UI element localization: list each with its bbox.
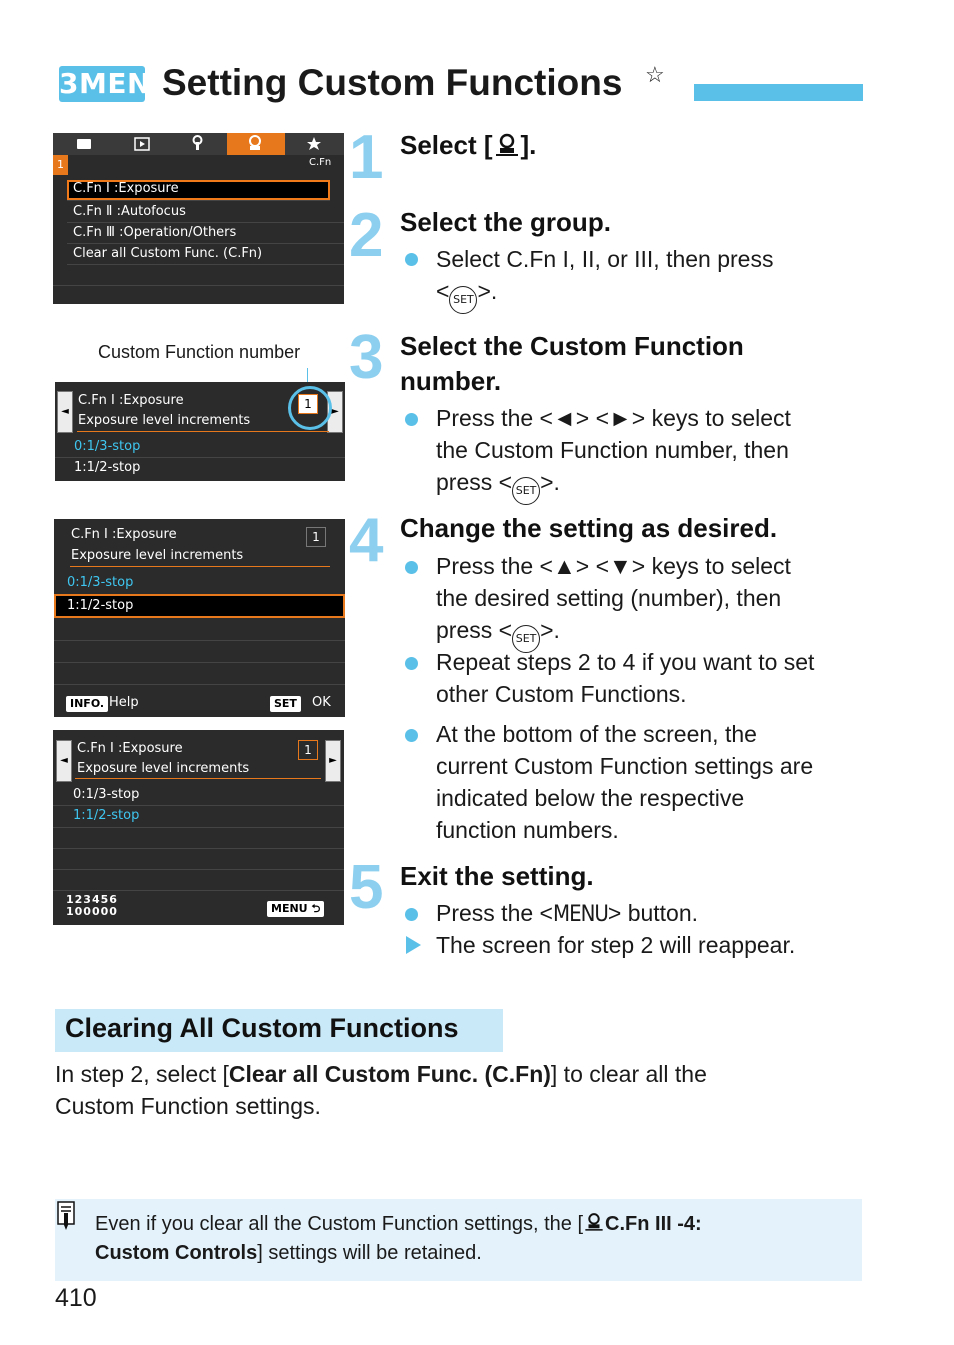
step-1-heading: Select [ ]. xyxy=(400,130,537,160)
screen-subtitle: Exposure level increments xyxy=(71,548,244,563)
set-button-icon: SET xyxy=(449,286,477,314)
bullet-icon xyxy=(405,253,418,266)
set-button-icon: SET xyxy=(512,625,540,653)
bullet-icon xyxy=(405,413,418,426)
cfn-corner-label: C.Fn xyxy=(309,157,332,168)
title-accent-bar xyxy=(694,84,863,101)
camera-screen-setting xyxy=(54,519,345,717)
camera-screen-menu xyxy=(53,133,344,304)
ok-label: OK xyxy=(312,695,331,710)
menu-item-clear-all[interactable]: Clear all Custom Func. (C.Fn) xyxy=(67,244,344,265)
option-1-selected[interactable]: 1:1/2-stop xyxy=(54,594,345,618)
step-3-bullet-line-3: press < SET >. xyxy=(436,466,560,505)
custom-icon xyxy=(250,136,260,146)
right-arrow-button[interactable]: ► xyxy=(327,391,343,433)
step-2-bullet-1-line-2: < SET >. xyxy=(436,275,497,314)
menu-item-exposure[interactable]: C.Fn Ⅰ :Exposure xyxy=(67,180,330,201)
step-4-bullet-3-line-2: current Custom Function settings are xyxy=(436,753,814,779)
step-5-bullet-line: Press the <MENU> button. xyxy=(436,900,699,927)
camera-screen-settings-overview xyxy=(53,730,344,925)
note-line-1: Even if you clear all the Custom Function settings, the [ C.Fn III -4: xyxy=(95,1213,702,1235)
step-number-1: 1 xyxy=(349,123,384,192)
step-4-bullet-1-line-3: press < SET >. xyxy=(436,614,560,653)
menu-back-button[interactable]: MENU ⮌ xyxy=(267,901,324,917)
step-4-bullet-2-line-1: Repeat steps 2 to 4 if you want to set xyxy=(436,649,815,675)
menu-button-label: MENU xyxy=(552,902,608,927)
function-values-row: 100000 xyxy=(66,905,118,918)
set-button-icon: SET xyxy=(512,477,540,505)
help-label: Help xyxy=(109,695,139,710)
section-heading: Clearing All Custom Functions xyxy=(65,1013,459,1043)
camera-screen-function-number xyxy=(55,382,345,481)
step-3-bullet-line-1: Press the <◄> <►> keys to select xyxy=(436,405,791,431)
section-heading-box xyxy=(55,1009,503,1052)
step-number-3: 3 xyxy=(349,323,384,392)
step-4-bullet-3-line-1: At the bottom of the screen, the xyxy=(436,721,757,747)
option-0[interactable]: 0:1/3-stop xyxy=(73,787,140,802)
set-button[interactable]: SET xyxy=(270,696,301,712)
custom-function-icon xyxy=(583,1211,605,1233)
custom-function-icon xyxy=(493,132,521,158)
step-4-bullet-1-line-2: the desired setting (number), then xyxy=(436,585,782,611)
camera-icon xyxy=(77,139,91,149)
screen-subtitle: Exposure level increments xyxy=(77,761,250,776)
page-title: Setting Custom Functions xyxy=(162,62,623,103)
bullet-icon xyxy=(405,729,418,742)
clearing-paragraph-line-2: Custom Function settings. xyxy=(55,1093,321,1119)
option-0[interactable]: 0:1/3-stop xyxy=(74,439,141,454)
function-numbers-row: 123456 xyxy=(66,893,118,906)
callout-label: Custom Function number xyxy=(98,342,301,362)
menu-tab-badge: 3MENU xyxy=(59,67,175,100)
step-3-heading-line-2: number. xyxy=(400,366,502,396)
function-number-box: 1 xyxy=(298,740,318,760)
star-icon xyxy=(307,137,321,150)
step-number-5: 5 xyxy=(349,853,384,922)
step-number-2: 2 xyxy=(349,201,384,270)
step-number-4: 4 xyxy=(349,506,384,575)
page-number: 410 xyxy=(55,1284,97,1312)
function-number-box: 1 xyxy=(306,527,326,547)
step-5-heading: Exit the setting. xyxy=(400,861,594,891)
bullet-icon xyxy=(405,908,418,921)
step-2-bullet-1-line-1: Select C.Fn I, II, or III, then press xyxy=(436,246,774,272)
menu-item-operation[interactable]: C.Fn Ⅲ :Operation/Others xyxy=(67,223,344,244)
function-number-box: 1 xyxy=(298,394,318,414)
result-arrow-icon xyxy=(406,936,421,954)
step-4-bullet-1-line-1: Press the <▲> <▼> keys to select xyxy=(436,553,791,579)
left-arrow-button[interactable]: ◄ xyxy=(57,391,73,433)
note-pencil-icon xyxy=(57,1201,75,1231)
screen-title: C.Fn Ⅰ :Exposure xyxy=(77,741,183,756)
bullet-icon xyxy=(405,561,418,574)
step-2-heading: Select the group. xyxy=(400,207,611,237)
option-0[interactable]: 0:1/3-stop xyxy=(67,575,134,590)
menu-empty-row xyxy=(53,265,344,286)
page-number-tab: 1 xyxy=(53,155,68,175)
note-line-2: Custom Controls] settings will be retained. xyxy=(95,1242,482,1264)
step-4-heading: Change the setting as desired. xyxy=(400,513,778,543)
right-arrow-button[interactable]: ► xyxy=(325,740,341,782)
tab-icons xyxy=(53,133,344,155)
menu-item-autofocus[interactable]: C.Fn Ⅱ :Autofocus xyxy=(67,202,344,223)
screen-title: C.Fn Ⅰ :Exposure xyxy=(78,393,184,408)
step-3-bullet-line-2: the Custom Function number, then xyxy=(436,437,789,463)
step-5-result-line: The screen for step 2 will reappear. xyxy=(436,932,796,958)
screen-title: C.Fn Ⅰ :Exposure xyxy=(71,527,177,542)
bullet-icon xyxy=(405,657,418,670)
step-4-bullet-2-line-2: other Custom Functions. xyxy=(436,681,687,707)
play-triangle xyxy=(140,141,145,147)
option-1[interactable]: 1:1/2-stop xyxy=(73,808,140,823)
option-1[interactable]: 1:1/2-stop xyxy=(74,460,141,475)
info-button[interactable]: INFO. xyxy=(66,696,108,712)
star-icon: ☆ xyxy=(645,62,665,87)
left-arrow-button[interactable]: ◄ xyxy=(56,740,72,782)
clearing-paragraph-line-1: In step 2, select [Clear all Custom Func. (C.Fn)] to clear all the xyxy=(55,1061,707,1087)
menu-empty-row xyxy=(53,286,344,304)
step-4-bullet-3-line-4: function numbers. xyxy=(436,817,619,843)
step-4-bullet-3-line-3: indicated below the respective xyxy=(436,785,745,811)
screen-subtitle: Exposure level increments xyxy=(78,413,251,428)
step-3-heading-line-1: Select the Custom Function xyxy=(400,331,744,361)
